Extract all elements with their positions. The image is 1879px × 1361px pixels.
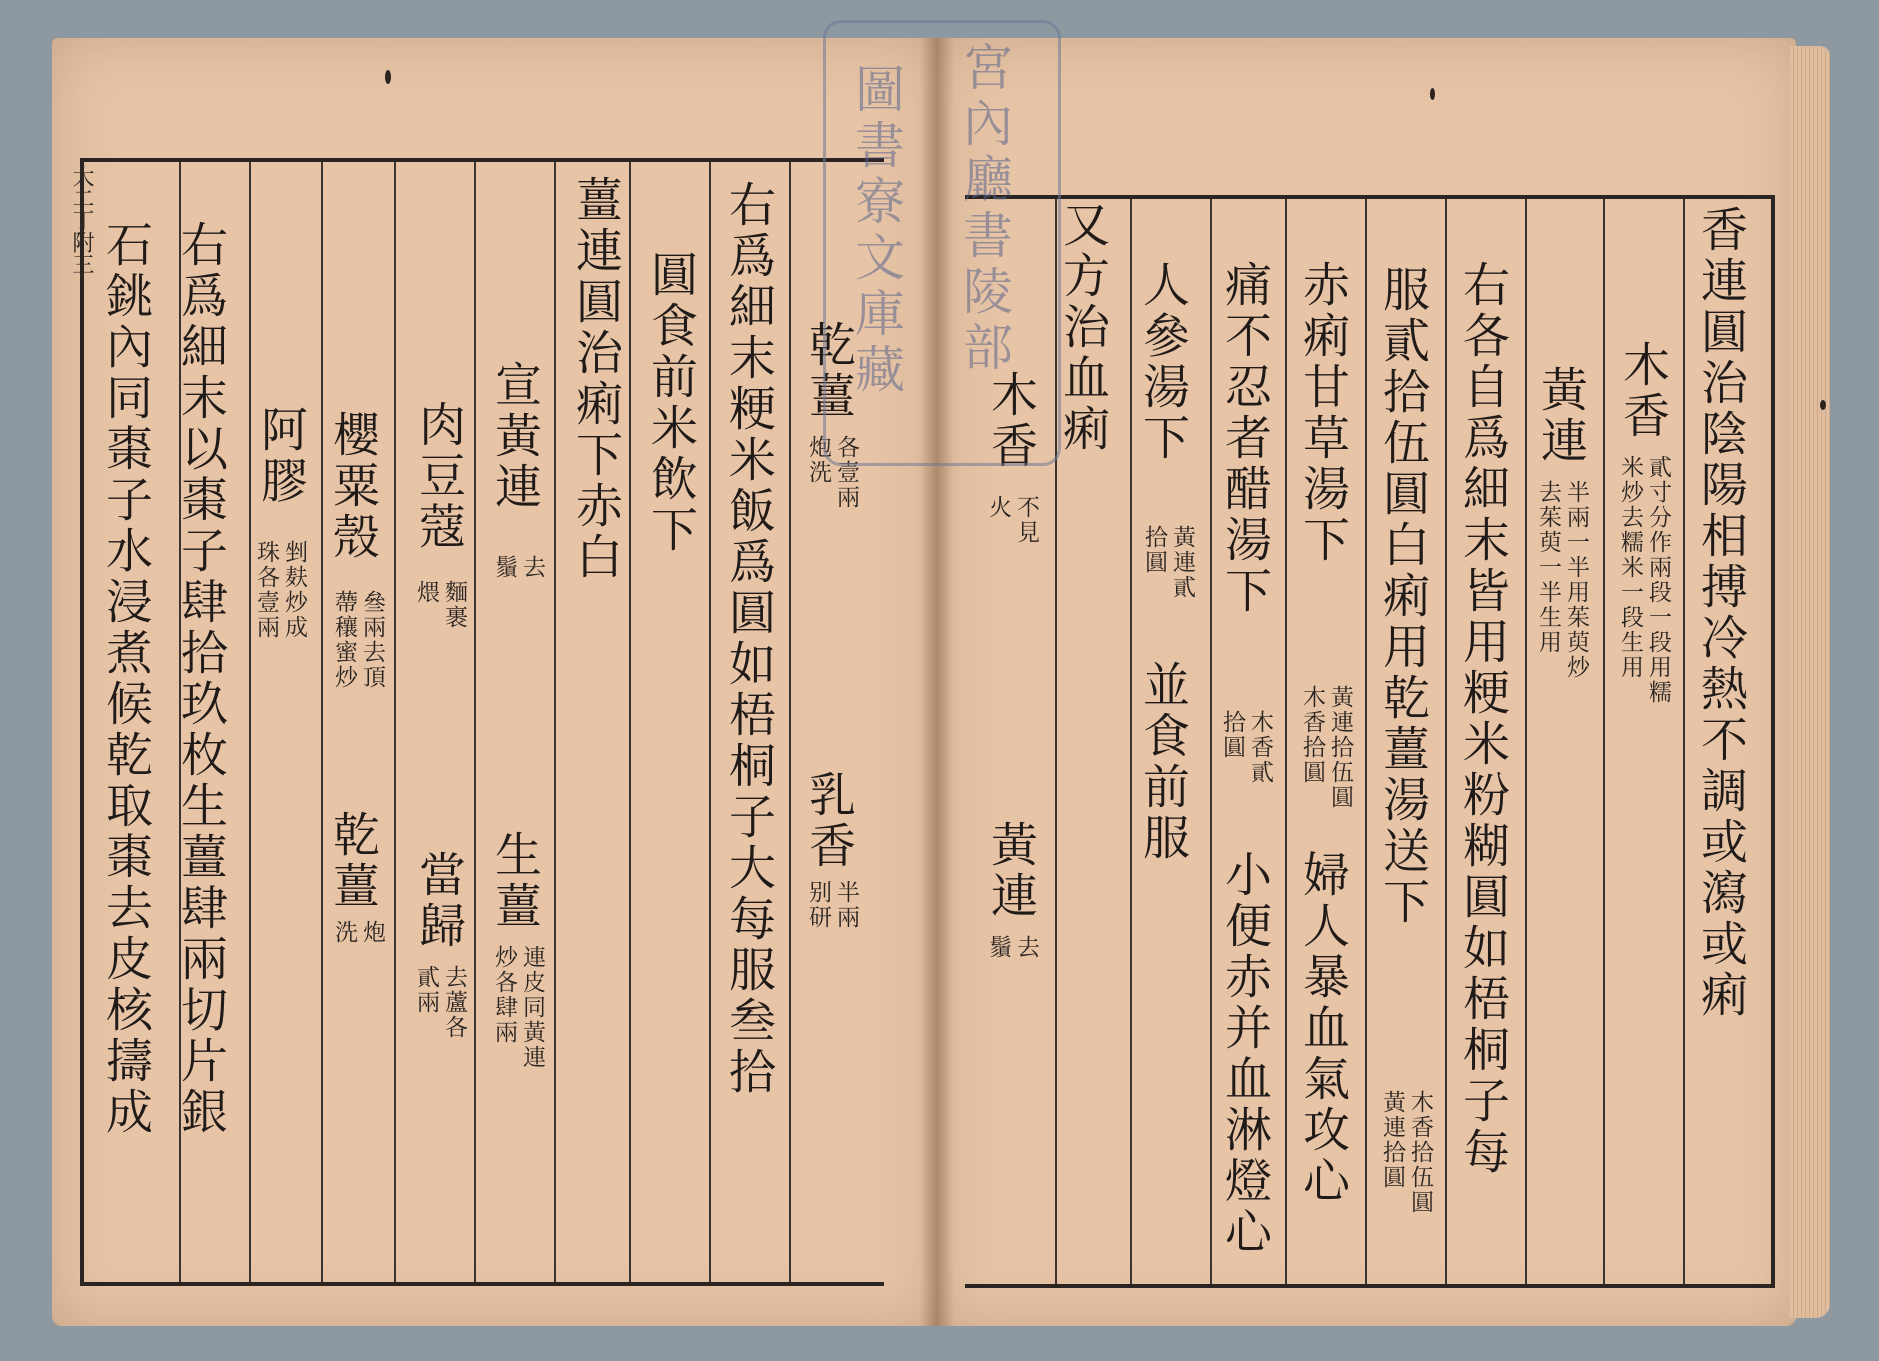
column-rule — [554, 162, 556, 1282]
column-rule — [1603, 199, 1605, 1284]
annotation: 别研 — [805, 880, 831, 930]
text-column: 婦人暴血氣攻心 — [1295, 850, 1350, 1207]
column-rule — [789, 162, 791, 1282]
column-rule — [249, 162, 251, 1282]
ink-spot — [1430, 88, 1435, 100]
annotation: 鬚 — [985, 935, 1011, 960]
annotation: 鬚 — [491, 555, 517, 580]
annotation: 黃連拾圓 — [1379, 1090, 1405, 1190]
text-column: 圓食前米飲下 — [643, 250, 698, 556]
column-rule — [394, 162, 396, 1282]
text-column: 黃連 — [983, 820, 1038, 922]
annotation: 拾圓 — [1141, 525, 1167, 575]
column-rule — [1210, 199, 1212, 1284]
text-column: 肉豆蔻 — [411, 400, 466, 553]
annotation: 煨 — [413, 580, 439, 605]
annotation: 麵裹 — [441, 580, 467, 630]
annotation: 去 — [519, 555, 545, 580]
column-rule — [1525, 199, 1527, 1284]
text-column: 右各自爲細末皆用粳米粉糊圓如梧桐子每 — [1455, 260, 1510, 1178]
seal-text: 圖書寮文庫藏 — [847, 63, 905, 399]
text-column: 石銚內同棗子水浸煮候乾取棗去皮核擣成 — [98, 220, 153, 1138]
annotation: 米炒去糯米一段生用 — [1617, 455, 1643, 680]
annotation: 黃連拾伍圓 — [1327, 685, 1353, 810]
annotation: 拾圓 — [1219, 710, 1245, 760]
text-column: 櫻粟殼 — [325, 410, 380, 563]
column-rule — [474, 162, 476, 1282]
column-rule — [1445, 199, 1447, 1284]
annotation: 火 — [985, 495, 1011, 520]
annotation: 半兩 — [833, 880, 859, 930]
annotation: 不見 — [1013, 495, 1039, 545]
annotation: 木香拾圓 — [1299, 685, 1325, 785]
annotation: 蔕穰蜜炒 — [331, 590, 357, 690]
annotation: 珠各壹兩 — [253, 540, 279, 640]
column-rule — [629, 162, 631, 1282]
ink-spot — [1820, 400, 1826, 410]
text-column: 黃連 — [1533, 365, 1588, 467]
text-column: 乾薑 — [325, 810, 380, 912]
library-seal — [823, 20, 1061, 466]
text-column: 香連圓治陰陽相搏冷熱不調或瀉或痢 — [1693, 205, 1748, 1021]
text-column: 並食前服 — [1135, 660, 1190, 864]
text-column: 痛不忍者醋湯下 — [1217, 260, 1272, 617]
text-column: 木香 — [983, 370, 1038, 472]
annotation: 半兩一半用茱萸炒 — [1563, 480, 1589, 680]
text-column: 右爲細末以棗子肆拾玖枚生薑肆兩切片銀 — [173, 220, 228, 1138]
text-column: 右爲細末粳米飯爲圓如梧桐子大每服叁拾 — [721, 180, 776, 1098]
text-column: 薑連圓治痢下赤白 — [568, 175, 623, 583]
text-column: 宣黃連 — [487, 360, 542, 513]
text-column: 服貳拾伍圓白痢用乾薑湯送下 — [1375, 265, 1430, 928]
column-rule — [1285, 199, 1287, 1284]
annotation: 炮洗 — [805, 435, 831, 485]
text-column: 阿膠 — [253, 405, 308, 507]
text-column: 生薑 — [487, 830, 542, 932]
column-rule — [321, 162, 323, 1282]
annotation: 木香貳 — [1247, 710, 1273, 785]
annotation: 炮 — [359, 920, 385, 945]
annotation: 炒各肆兩 — [491, 945, 517, 1045]
text-column: 乾薑 — [801, 320, 856, 422]
seal-text: 宮內廳書陵部 — [955, 41, 1013, 377]
annotation: 去蘆各 — [441, 965, 467, 1040]
annotation: 去茱萸一半生用 — [1535, 480, 1561, 655]
annotation: 洗 — [331, 920, 357, 945]
annotation: 剉麸炒成 — [281, 540, 307, 640]
column-rule — [709, 162, 711, 1282]
column-rule — [1365, 199, 1367, 1284]
column-rule — [1683, 199, 1685, 1284]
ink-spot — [385, 70, 391, 84]
annotation: 連皮同黃連 — [519, 945, 545, 1070]
page-edges — [1790, 46, 1830, 1318]
annotation: 各壹兩 — [833, 435, 859, 510]
annotation: 去 — [1013, 935, 1039, 960]
text-column: 人參湯下 — [1135, 260, 1190, 464]
text-column: 赤痢甘草湯下 — [1295, 260, 1350, 566]
annotation: 叄兩去頂 — [359, 590, 385, 690]
annotation: 貳兩 — [413, 965, 439, 1015]
annotation: 木香拾伍圓 — [1407, 1090, 1433, 1215]
text-column: 當歸 — [411, 850, 466, 952]
annotation: 黃連貳 — [1169, 525, 1195, 600]
annotation: 貳寸分作兩段一段用糯 — [1645, 455, 1671, 705]
text-column: 乳香 — [801, 770, 856, 872]
text-column: 木香 — [1615, 340, 1670, 442]
text-column: 又方治血痢 — [1055, 200, 1110, 455]
text-column: 小便赤并血淋燈心 — [1217, 850, 1272, 1258]
fold-label: 大二丁附三 — [69, 165, 94, 275]
